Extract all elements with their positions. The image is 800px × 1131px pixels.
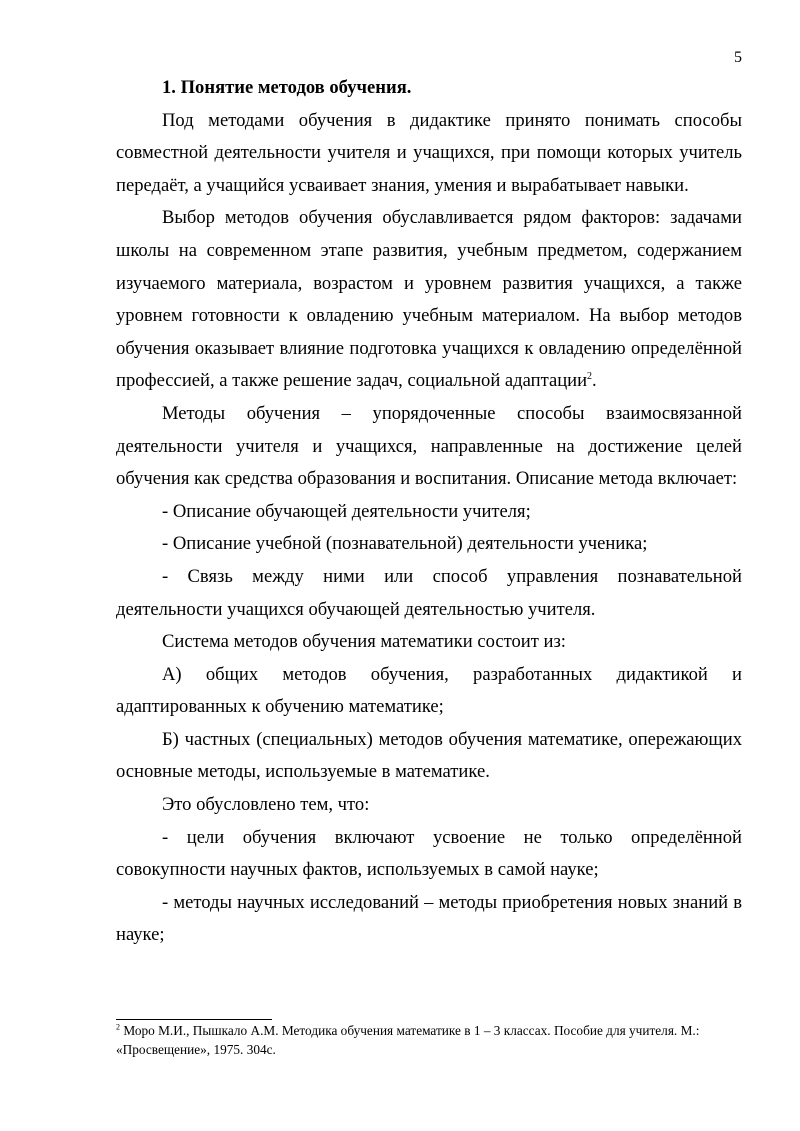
footnote-separator (116, 1019, 272, 1020)
paragraph-methods-ordered: Методы обучения – упорядоченные способы взаимосвязанной деятельности учителя и учащихся, направленные на достижение целей обучения как средства образования и воспитания. Описание метода включает: (116, 402, 742, 490)
section-heading: 1. Понятие методов обучения. (162, 77, 412, 98)
list-item-connection: - Связь между ними или способ управления познавательной деятельности учащихся обучающей деятельностью учителя. (116, 565, 742, 620)
list-item-general-methods: А) общих методов обучения, разработанных дидактикой и адаптированных к обучению математике; (116, 663, 742, 718)
footnote-text: Моро М.И., Пышкало А.М. Методика обучения математике в 1 – 3 классах. Пособие для учителя. М.: «Просвещение», 1975. 304с. (116, 1023, 700, 1057)
footnote (116, 1022, 742, 1059)
paragraph-method-selection: Выбор методов обучения обуславливается рядом факторов: задачами школы на современном этапе развития, учебным предметом, содержанием изучаемого материала, возрастом и уровнем развития учащихся, а также уровнем готовности к овладению учебным материалом. На выбор методов обучения оказывает влияние подготовка учащихся к овладению определённой профессией, а также решение задач, социальной адаптации$^2$. (116, 207, 742, 392)
list-item-student-activity: - Описание учебной (познавательной) деятельности ученика; (162, 533, 648, 555)
list-item-teacher-activity: - Описание обучающей деятельности учителя; (162, 500, 531, 522)
list-item-learning-goals: - цели обучения включают усвоение не только определённой совокупности научных фактов, используемых в самой науке; (116, 826, 742, 881)
footnote-reference[interactable]: 2 (587, 371, 593, 383)
list-item-specific-methods: Б) частных (специальных) методов обучения математике, опережающих основные методы, используемые в математике. (116, 728, 742, 783)
page-body (116, 72, 742, 952)
footnote-marker: 2 (116, 1022, 120, 1032)
page-number: 5 (734, 49, 742, 66)
list-item-research-methods: - методы научных исследований – методы приобретения новых знаний в науке; (116, 891, 742, 946)
paragraph-methods-definition: Под методами обучения в дидактике принято понимать способы совместной деятельности учителя и учащихся, при помощи которых учитель передаёт, а учащийся усваивает знания, умения и вырабатывает навыки. (116, 109, 742, 196)
paragraph-method-selection-text: Выбор методов обучения обуславливается рядом факторов: задачами школы на современном этапе развития, учебным предметом, содержанием изучаемого материала, возрастом и уровнем развития учащихся, а также уровнем готовности к овладению учебным материалом. На выбор методов обучения оказывает влияние подготовка учащихся к овладению определённой профессией, а также решение задач, социальной адаптации (116, 207, 742, 392)
paragraph-reason-intro: Это обусловлено тем, что: (162, 794, 370, 816)
paragraph-system-intro: Система методов обучения математики состоит из: (162, 631, 566, 653)
